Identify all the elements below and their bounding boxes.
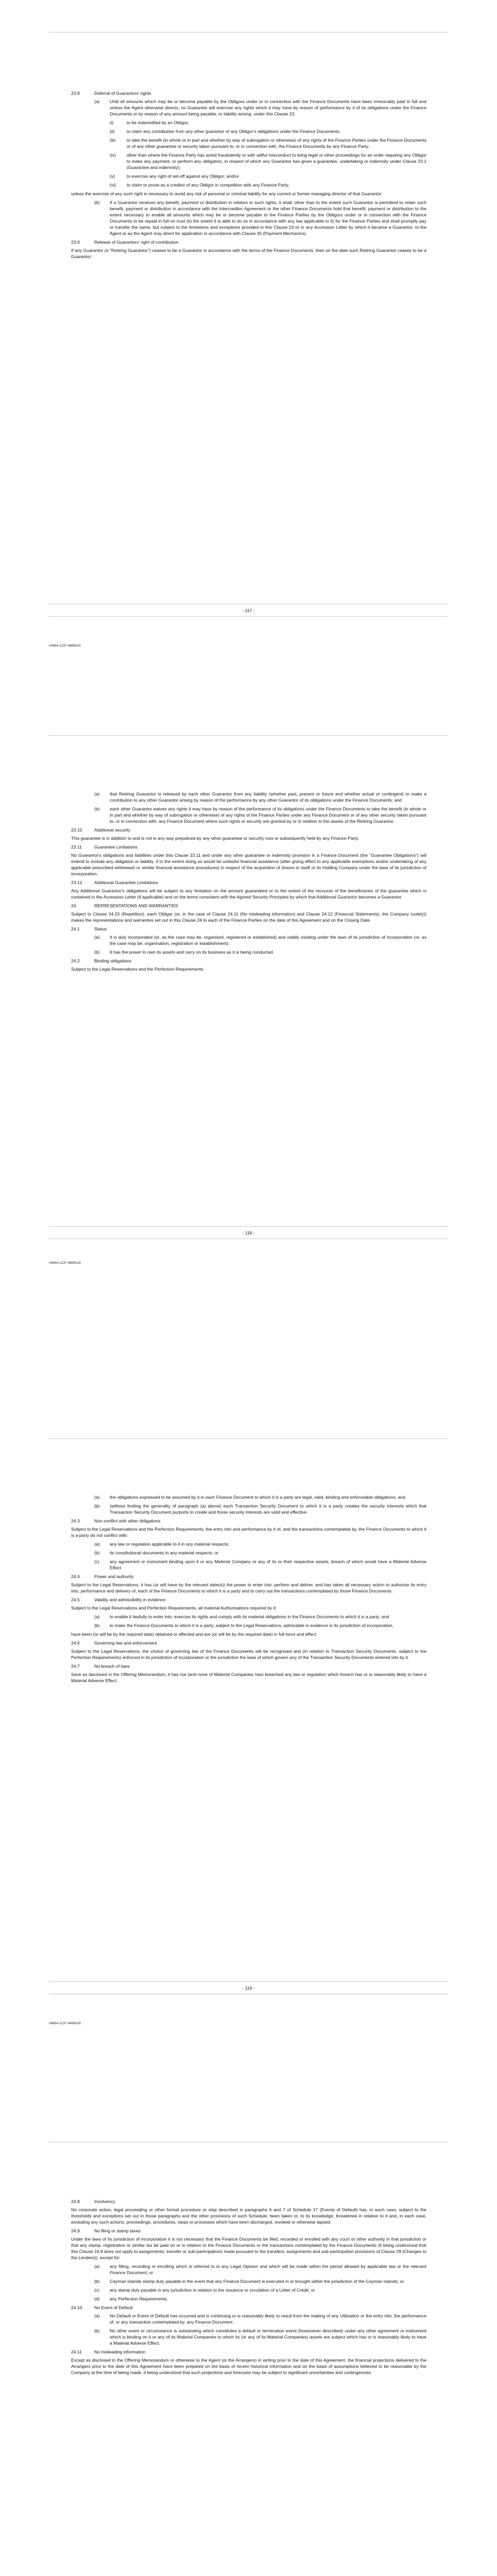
section-body: This guarantee is in addition to and is not in any way prejudiced by any other guarantee or security now or subsequently held by any Finance Party. — [71, 836, 359, 841]
section-body: Except as disclosed in the Offering Memorandum or otherwise to the Agent (or the Arrangers) in writing prior to the date of this Agreement, the financial projections delivered to the Arrangers prior to the date of this Agreement have been prepared on the basis of recent historical information and on the basis of assumptions believed to be reasonable by the Company at the time of being made, it being understood that such projections and forecasts may be subject to significant uncertainties and contingencies — [71, 2358, 426, 2375]
section-heading: 24.3 Non-conflict with other obligations — [71, 1518, 161, 1523]
section-body: Save as disclosed in the Offering Memorandum, it has not (and none of Material Companies has) breached any law or regulation which breach has or is reasonably likely to have a Material Adverse Effect. — [71, 1672, 426, 1683]
sub-item: (iii) to take the benefit (in whole or in part and whether by way of subrogation or otherwise) of any rights of the Finance Parties under the Finance Documents or of any other guarantee or security taken pursuant to, or in connection with, the Finance Documents by any Finance Party; — [110, 138, 426, 149]
clause-item: (d) any Perfection Requirements. — [94, 2296, 168, 2301]
section-heading: 24.1 Status — [71, 926, 107, 931]
clause-item: (a) the obligations expressed to be assumed by it in each Finance Document to which it is a party are legal, valid, binding and enforceable obligations; and — [94, 1495, 405, 1500]
section-heading: 24.11 No misleading information — [71, 2349, 146, 2354]
clause-item: (a) No Default or Event of Default has occurred and is continuing or is reasonably likely to result from the making of any Utilisation or the entry into, the performance of, or any transaction contemplated by, any Finance Document. — [94, 2313, 426, 2325]
section-heading: 24.2 Binding obligations — [71, 958, 132, 963]
continuation-text: unless the exercise of any such right is necessary to avoid any risk of personal or criminal liability for any current or former managing director of that Guarantor. — [71, 191, 383, 196]
section-heading: 24.6 Governing law and enforcement — [71, 1640, 157, 1646]
section-body: Subject to the Legal Reservations and the Perfection Requirements, the entry into and performance by it of, and the transactions contemplated by, the Finance Documents to which it is a party do not conflict with: — [71, 1527, 426, 1538]
section-heading: 24.8 Insolvency — [71, 2199, 115, 2204]
page-content — [71, 1494, 426, 1686]
clause-item: (a) any law or regulation applicable to it in any material respects; — [94, 1541, 230, 1547]
section-heading: 24. REPRESENTATIONS AND WARRANTIES — [71, 903, 178, 908]
sub-item: (ii) to claim any contribution from any other guarantor of any Obligor's obligations under the Finance Documents; — [110, 129, 340, 134]
section-heading: 23.11 Guarantee Limitations — [71, 844, 138, 850]
section-heading: 23.10 Additional security — [71, 827, 130, 833]
section-heading: 24.10 No Event of Default — [71, 2305, 133, 2310]
section-body: Subject to the Legal Reservations, it has (or will have by the relevant date(s)) the power to enter into, perform and deliver, and has taken all necessary action to authorise its entry into, performance and delivery of, each of the Finance Documents to which it is a party and to carry out the transactions contemplated by those Finance Documents. — [71, 1582, 426, 1594]
clause-item: (a) It is duly incorporated (or, as the case may be, organised, registered or established) and validly existing under the laws of its jurisdiction of incorporation (or, as the case may be, organisation, registration or establishment). — [94, 935, 426, 946]
sub-item: (iv) other than where the Finance Party has acted fraudulently or with willful misconduct to bring legal or other proceedings for an order requiring any Obligor to make any payment, or perform any obligation, in respect of which any Guarantor has given a guarantee, undertaking or indemnity under Clause 23.1 (Guarantee and indemnity); — [110, 152, 426, 170]
section-number: 23.8 — [71, 91, 80, 96]
clause-item: (a) any filling, recording or enrolling which is referred to in any Legal Opinion and which will be made within the period allowed by applicable law or the relevant Finance Document; or — [94, 2264, 426, 2275]
sub-item: (v) to exercise any right of set-off against any Obligor; and/or — [110, 174, 239, 179]
header-divider — [49, 1438, 448, 1439]
page-content — [71, 89, 426, 262]
sub-item: (vi) to claim or prove as a creditor of any Obligor in competition with any Finance Party, — [110, 182, 289, 188]
clause-item: (b) It has the power to own its assets and carry on its business as it is being conducted. — [94, 950, 275, 955]
clause-item: (a) that Retiring Guarantor is released by each other Guarantor from any liability (whether past, present or future and whether actual or contingent) to make a contribution to any other Guarantor arising by reason of the performance by any other Guarantor of its obligations under the Finance Documents; and — [94, 791, 426, 803]
page-content — [71, 2197, 426, 2378]
page-number: - 117 - — [242, 608, 255, 613]
clause-item: (a) to enable it lawfully to enter into, exercise its rights and comply with its material obligations in the Finance Documents to which it is a party; and — [94, 1614, 389, 1619]
document-page-117 — [0, 0, 497, 703]
clause-item: (c) any agreement or instrument binding upon it or any Material Company or any of its or their respective assets, breach of which would have a Material Adverse Effect. — [94, 1559, 426, 1570]
section-body: If any Guarantor (a "Retiring Guarantor") ceases to be a Guarantor in accordance with the terms of the Finance Documents, then on the date such Retiring Guarantor ceases to be a Guarantor: — [71, 248, 426, 259]
section-body: Subject to the Legal Reservations, the choice of governing law of the Finance Documents will be recognised and (in relation to Transaction Security Documents, subject to the Perfection Requirements) enforced in its jurisdiction of incorporation or the jurisdiction the laws of which govern any of the Transaction Security Documents entered into by it. — [71, 1649, 426, 1660]
clause-item: (a) Until all amounts which may be or become payable by the Obligors under or in connection with the Finance Documents have been irrevocably paid in full and unless the Agent otherwise directs, no Guarantor will exercise any rights which it may have by reason of performance by it of its obligations under the Finance Documents or by reason of any amount being payable, or liability arising, under this Clause 23: — [94, 99, 426, 116]
section-body: Any Additional Guarantor's obligations will be subject to any limitation on the amount guaranteed or to the extent of the recourse of the beneficiaries of the guarantee which is contained in the Accession Letter (if applicable) and on the terms consistent with the Agreed Security Principles by which that Additional Guarantor becomes a Guarantor. — [71, 888, 426, 900]
footer-divider — [49, 616, 448, 617]
page-content — [71, 791, 426, 975]
section-body: No corporate action, legal proceeding or other formal procedure or step described in paragraphs 6 and 7 of Schedule 17 (Events of Default) has, in each case, subject to the thresholds and exceptions set out in those paragraphs and the other provisions of such Schedule, been taken or, to its knowledge, threatened in relation to it and, in each case, excluding any such actions, proceedings, procedures, steps or processes which have been discharged, revoked or otherwise lapsed. — [71, 2207, 426, 2225]
header-divider — [49, 735, 448, 736]
document-code: #4854-1237-4969v16 — [49, 1261, 81, 1265]
clause-item: (b) No other event or circumstance is outstanding which constitutes a default or termination event (howsoever described) under any other agreement or instrument which is binding on it or any of its Material Companies to which its (or any of its Material Companies) assets are subject which has or is reasonably likely to have a Material Adverse Effect. — [94, 2328, 426, 2346]
page-number: - 118 - — [242, 1230, 255, 1235]
document-code: #4854-1237-4969v16 — [49, 2022, 81, 2025]
section-body: Subject to the Legal Reservations and Perfection Requirements, all material Authorisations required by it: — [71, 1605, 277, 1611]
footer-divider — [49, 1226, 448, 1227]
section-heading: 23.9 Release of Guarantors' right of contribution — [71, 240, 179, 245]
section-body: Subject to the Legal Reservations and the Perfection Requirements: — [71, 967, 204, 972]
section-heading: 24.4 Power and authority — [71, 1574, 134, 1579]
clause-item: (c) any stamp duty payable in any jurisdiction in relation to the issuance or circulation of a Letter of Credit; or — [94, 2287, 315, 2293]
document-code: #4854-1237-4969v16 — [49, 644, 81, 648]
page-number: - 119 - — [242, 1986, 255, 1991]
section-heading — [71, 90, 426, 96]
document-page-118 — [0, 703, 497, 1406]
document-page-120 — [0, 2110, 497, 2576]
section-body: Under the laws of its jurisdiction of incorporation it is not necessary that the Finance Documents be filed, recorded or enrolled with any court or other authority in that jurisdiction or that any stamp, registration or similar tax be paid on or in relation to the Finance Documents or the transactions contemplated by the Finance Documents (it being understood that this Clause 24.9 does not apply to assignments, transfer or sub-participations made pursuant to the transfers, assignments and sub-participation provisions of Clause 29 (Changes to the Lenders)), except for: — [71, 2236, 426, 2260]
clause-item: (b) to make the Finance Documents to which it is a party, subject to the Legal Reservations, admissible in evidence in its jurisdiction of incorporation, — [94, 1623, 394, 1628]
clause-item: (b) Cayman Islands stamp duty payable in the event that any Finance Document is executed in or brought within the jurisdiction of the Cayman Islands; or — [94, 2279, 404, 2284]
clause-item: (b) each other Guarantor waives any rights it may have by reason of the performance of its obligations under the Finance Documents to take the benefit (in whole or in part and whether by way of subrogation or otherwise) of any rights of the Finance Parties under any Finance Document or of any other security taken pursuant to, or in connection with, any Finance Document where such rights or security are granted by or in relation to the assets of the Retiring Guarantor. — [94, 806, 426, 824]
section-heading: 24.5 Validity and admissibility in evidence — [71, 1597, 166, 1602]
section-heading: 24.7 No breach of laws — [71, 1664, 130, 1669]
section-body: No Guarantor's obligations and liabilities under this Clause 23.11 and under any other guarantee or indemnity provision in a Finance Document (the "Guarantee Obligations") will extend to include any obligation or liability, if to the extent doing so would be unlawful financial assistance (after giving effect to any applicable exemptions and/or undertaking of any applicable prescribed whitewash or similar financial assistance procedures) in respect of the acquisition of shares in itself or its Holding Company under the laws of its jurisdiction of incorporation. — [71, 853, 426, 876]
sub-item: (i) to be indemnified by an Obligor; — [110, 120, 190, 125]
footer-divider — [49, 1981, 448, 1982]
section-heading: 23.12 Additional Guarantee Limitations — [71, 880, 159, 885]
section-heading: 24.9 No filing or stamp taxes — [71, 2228, 141, 2233]
section-body: Subject to Clause 24.23 (Repetition), each Obligor (or, in the case of Clause 24.11 (No misleading information) and Clause 24.12 (Financial Statements), the Company (solely)) makes the representations and warranties set out in this Clause 24 to each of the Finance Parties on the date of this Agreement and on the Closing Date. — [71, 911, 426, 923]
continuation-text: have been (or will be by the required date) obtained or effected and are (or will be by the required date) in full force and effect. — [71, 1632, 317, 1637]
clause-item: (b) its constitutional documents in any material respects; or — [94, 1550, 219, 1555]
clause-item: (b) (without limiting the generality of paragraph (a) above) each Transaction Security Document to which it is a party creates the security interests which that Transaction Security Document purports to create and those security interests are valid and effective. — [94, 1503, 426, 1515]
section-title: Deferral of Guarantors' rights — [94, 91, 151, 96]
clause-item: (b) If a Guarantor receives any benefit, payment or distribution in relation to such rights, it shall, other than to the extent such Guarantor is permitted to retain such benefit, payment or distribution in accordance with the Intercreditor Agreement or the other Finance Documents hold that benefit, payment or distribution to the extent necessary to enable all amounts which may be or become payable to the Finance Parties by the Obligors under or in connection with the Finance Documents to be repaid in full on trust (to the extent it is able to do so in accordance with any law applicable to it) for the Finance Parties and shall promptly pay or transfer the same, but subject to the limitations and exceptions provided in this Clause 23 or in any Accession Letter by which it became a Guarantor, to the Agent or as the Agent may direct for application in accordance with Clause 35 (Payment Mechanics). — [94, 200, 426, 236]
document-page-119 — [0, 1406, 497, 2110]
